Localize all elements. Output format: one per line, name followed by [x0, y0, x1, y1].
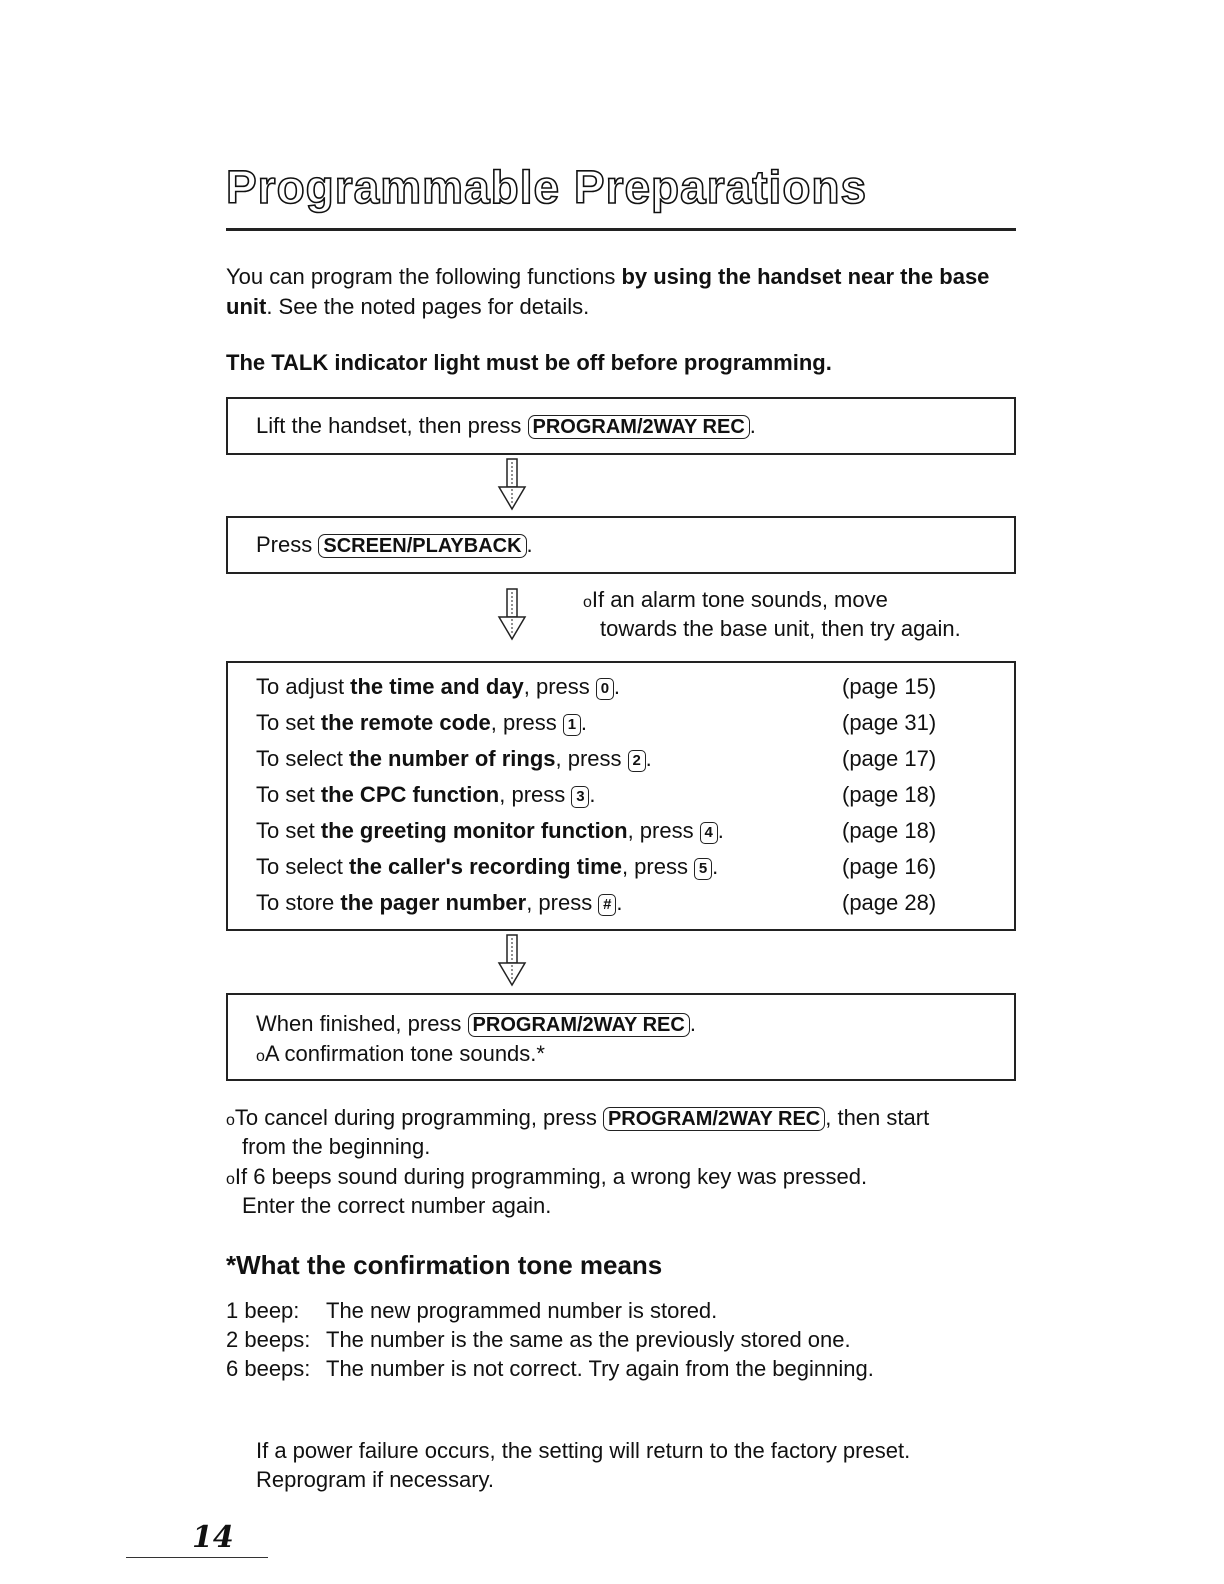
- function-row: To set the remote code, press 1 . (page 31): [256, 705, 996, 741]
- key-hash: #: [598, 894, 616, 916]
- bullet: o: [256, 1048, 265, 1065]
- step-box-1: [226, 397, 1016, 455]
- step-box-2: [226, 516, 1016, 574]
- key-0: 0: [596, 678, 614, 700]
- function-row: To adjust the time and day, press 0 . (page 15): [256, 669, 996, 705]
- functions-list: [256, 669, 996, 921]
- cancel-note-line2: from the beginning.: [242, 1134, 431, 1159]
- cancel-note-end: , then start: [825, 1105, 930, 1130]
- step-box-final: [226, 993, 1016, 1081]
- down-arrow-icon: [496, 458, 528, 512]
- confirmation-heading: *What the confirmation tone means: [226, 1250, 663, 1280]
- alarm-note-line1: If an alarm tone sounds, move: [591, 587, 888, 612]
- functions-box: [226, 661, 1016, 931]
- step1-text: Lift the handset, then press: [256, 413, 528, 438]
- key-4: 4: [700, 822, 718, 844]
- footer-rule: [126, 1557, 268, 1558]
- power-note-line1: If a power failure occurs, the setting will return to the factory preset.: [256, 1438, 911, 1463]
- intro-paragraph: [226, 262, 1026, 322]
- cancel-note-text: To cancel during programming, press: [234, 1105, 603, 1130]
- alarm-note-line2: towards the base unit, then try again.: [600, 616, 961, 641]
- down-arrow-icon: [496, 934, 528, 988]
- page-reference: (page 15): [842, 674, 937, 699]
- intro-end-text: . See the noted pages for details.: [266, 294, 590, 319]
- confirmation-item: 1 beep: The new programmed number is stored.: [226, 1298, 718, 1323]
- function-row: To set the CPC function, press 3 . (page 18): [256, 777, 996, 813]
- page-reference: (page 18): [842, 782, 937, 807]
- power-note-line2: Reprogram if necessary.: [256, 1467, 495, 1492]
- page-reference: (page 18): [842, 818, 937, 843]
- page-reference: (page 31): [842, 710, 937, 735]
- page-reference: (page 28): [842, 890, 937, 915]
- final-step-end: .: [689, 1011, 696, 1036]
- function-row: To set the greeting monitor function, press 4 . (page 18): [256, 813, 996, 849]
- wrong-key-line1: If 6 beeps sound during programming, a wrong key was pressed.: [234, 1164, 868, 1189]
- confirmation-item: 6 beeps: The number is not correct. Try again from the beginning.: [226, 1356, 874, 1381]
- program-2way-rec-key: PROGRAM/2WAY REC: [528, 415, 750, 439]
- down-arrow-icon: [496, 588, 528, 642]
- screen-playback-key: SCREEN/PLAYBACK: [318, 534, 526, 558]
- bullet: o: [226, 1112, 235, 1129]
- function-row: To store the pager number, press # . (page 28): [256, 885, 996, 921]
- wrong-key-line2: Enter the correct number again.: [242, 1193, 552, 1218]
- intro-bold-text: by using the handset near the base unit: [226, 264, 990, 319]
- step2-text: Press: [256, 532, 319, 557]
- key-2: 2: [628, 750, 646, 772]
- page-number: 14: [192, 1520, 234, 1555]
- bullet: o: [583, 594, 592, 611]
- talk-indicator-note: The TALK indicator light must be off before programming.: [226, 350, 832, 375]
- key-3: 3: [571, 786, 589, 808]
- function-row: To select the caller's recording time, press 5 . (page 16): [256, 849, 996, 885]
- function-row: To select the number of rings, press 2 . (page 17): [256, 741, 996, 777]
- title-underline: [226, 228, 1016, 231]
- key-5: 5: [694, 858, 712, 880]
- step1-end: .: [749, 413, 756, 438]
- step2-end: .: [526, 532, 533, 557]
- final-step-text: When finished, press: [256, 1011, 468, 1036]
- confirmation-note: A confirmation tone sounds.*: [264, 1041, 545, 1066]
- program-2way-rec-key: PROGRAM/2WAY REC: [603, 1107, 825, 1131]
- bullet: o: [226, 1171, 235, 1188]
- page-title: Programmable Preparations: [226, 161, 868, 213]
- confirmation-item: 2 beeps: The number is the same as the previously stored one.: [226, 1327, 851, 1352]
- program-2way-rec-key: PROGRAM/2WAY REC: [468, 1013, 690, 1037]
- intro-text: You can program the following functions: [226, 264, 622, 289]
- key-1: 1: [563, 714, 581, 736]
- page-reference: (page 17): [842, 746, 937, 771]
- page-reference: (page 16): [842, 854, 937, 879]
